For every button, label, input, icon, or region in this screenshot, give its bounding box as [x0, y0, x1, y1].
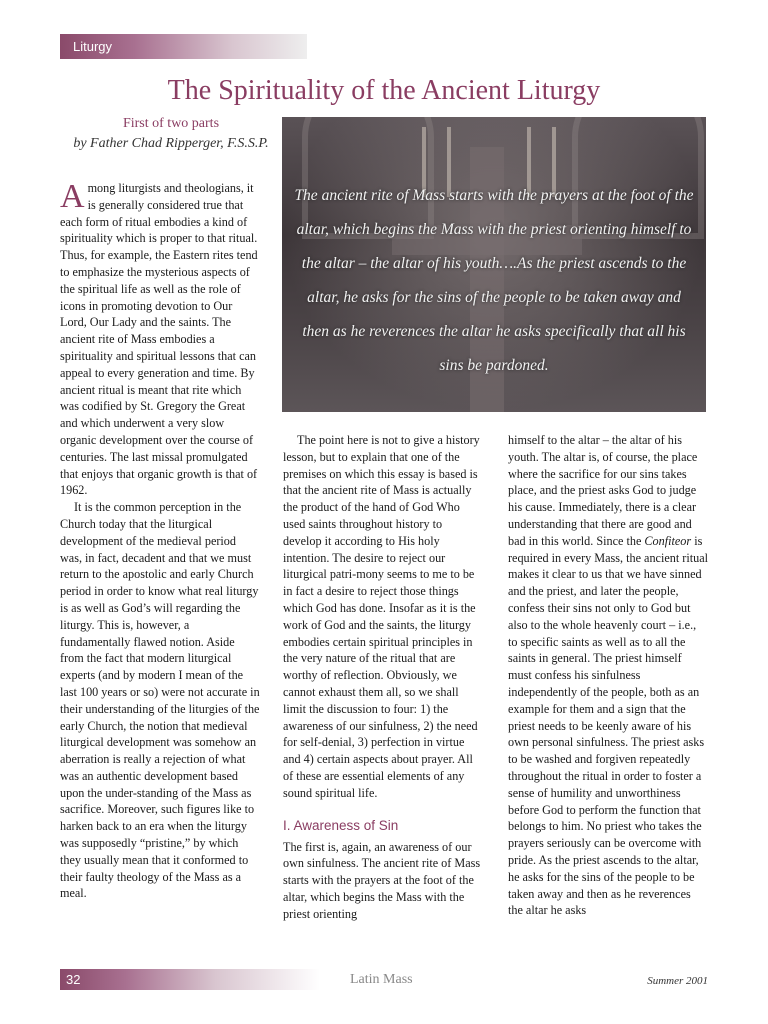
paragraph — [508, 432, 708, 919]
article-title: The Spirituality of the Ancient Liturgy — [167, 75, 601, 106]
drop-cap: A — [60, 178, 85, 215]
page-number: 32 — [66, 972, 81, 987]
pull-quote: The ancient rite of Mass starts with the prayers at the foot of the altar, which begins the Mass with the priest orienting himself to the altar – the altar of his youth….As the priest ascends to the altar, he asks for the sins of the people to be taken away and then as he reverences the altar he asks specifically that all his sins be pardoned. — [294, 187, 694, 374]
altar-photo — [282, 117, 706, 412]
paragraph-text: himself to the altar – the altar of his youth. The altar is, of course, the place where the sacrifice for our sins takes place, and the priest asks God to judge his cause. Immediately, there is a clear understanding that there are good and bad in this world. Since the — [508, 433, 698, 548]
paragraph: It is the common perception in the Church today that the liturgical development of the medieval period was, in fact, decadent and that we must return to the apostolic and early Church period in order to know what real liturgy is as well as God’s will regarding the liturgy. This is, however, a fundamentally flawed notion. Aside from the fact that modern liturgical experts (and by modern I mean of the last 100 years or so) were not accurate in their understanding of the liturgies of the early Church, the notion that medieval liturgical development was somehow an aberration is really a rejection of what was an authentic development based upon the under-standing of the Mass as sacrifice. Moreover, such figures like to harken back to an era when the liturgy was supposedly “pristine,” by which they usually mean that it conformed to their faulty theology of the Mass as a meal. — [60, 500, 260, 901]
paragraph-text: is required in every Mass, the ancient ritual makes it clear to us that we have sinned and the priest, and later the people, confess their sins not only to God but also to the whole heavenly court – i.e., to specific saints as well as to all the saints in general. The priest himself must confess his sinfulness independently of the people, both as an example for them and a sign that the priest needs to be keenly aware of his own personal sinfulness. The priest asks to be washed and forgiven repeatedly throughout the ritual in order to foster a sense of humility and unworthiness before God to perform the function that belongs to him. No priest who takes the prayers seriously can be overcome with pride. As the priest ascends to the altar, he asks for the sins of the people to be taken away and then as he reverences the altar he asks — [508, 533, 709, 918]
section-label: Liturgy — [73, 39, 113, 54]
emphasis-confiteor: Confiteor — [644, 533, 692, 548]
issue-date: Summer 2001 — [647, 975, 708, 987]
paragraph: The first is, again, an awareness of our own sinfulness. The ancient rite of Mass starts with the prayers at the foot of the altar, which begins the Mass with the priest orienting — [283, 839, 481, 921]
section-heading: I. Awareness of Sin — [283, 817, 399, 833]
footer-bar — [60, 969, 320, 990]
paragraph-text: mong liturgists and theologians, it is generally considered true that each form of ritual embodies a kind of spirituality which is proper to that ritual. Thus, for example, the Eastern rites tend to emphasize the mysterious aspects of the spiritual life as well as the role of icons in promoting devotion to Our Lord, Our Lady and the saints. The ancient rite of Mass embodies a spirituality and spiritual lessons that can appeal to every generation and time. By ancient ritual is meant that rite which was codified by St. Gregory the Great and which underwent a very slow organic development over the course of centuries. The last missal promulgated that enjoys that organic growth is that of 1962. — [60, 181, 258, 498]
article-subtitle: First of two parts — [122, 116, 220, 131]
text-column-1 — [60, 180, 260, 902]
text-column-3 — [508, 432, 708, 919]
publication-name: Latin Mass — [350, 972, 413, 987]
text-column-2 — [283, 432, 483, 923]
section-tab — [60, 34, 307, 59]
paragraph — [60, 180, 260, 499]
paragraph: The point here is not to give a history lesson, but to explain that one of the premises on which this essay is based is that the ancient rite of Mass is actually the product of the hand of God Who used saints throughout history to develop it according to His holy intention. The desire to reject our liturgical patri-mony seems to me to be in fact a desire to reject those things which God has done. Insofar as it is the work of God and the saints, the liturgy embodies certain spiritual principles in the very nature of the ritual that are worthy of reflection. Obviously, we cannot exhaust them all, so we shall limit the discussion to four: 1) the awareness of our sinfulness, 2) the need for self-denial, 3) perfection in virtue and 4) certain aspects about prayer. All of these are essential elements of any sound spiritual life. — [283, 433, 480, 800]
article-byline: by Father Chad Ripperger, F.S.S.P. — [73, 136, 269, 151]
